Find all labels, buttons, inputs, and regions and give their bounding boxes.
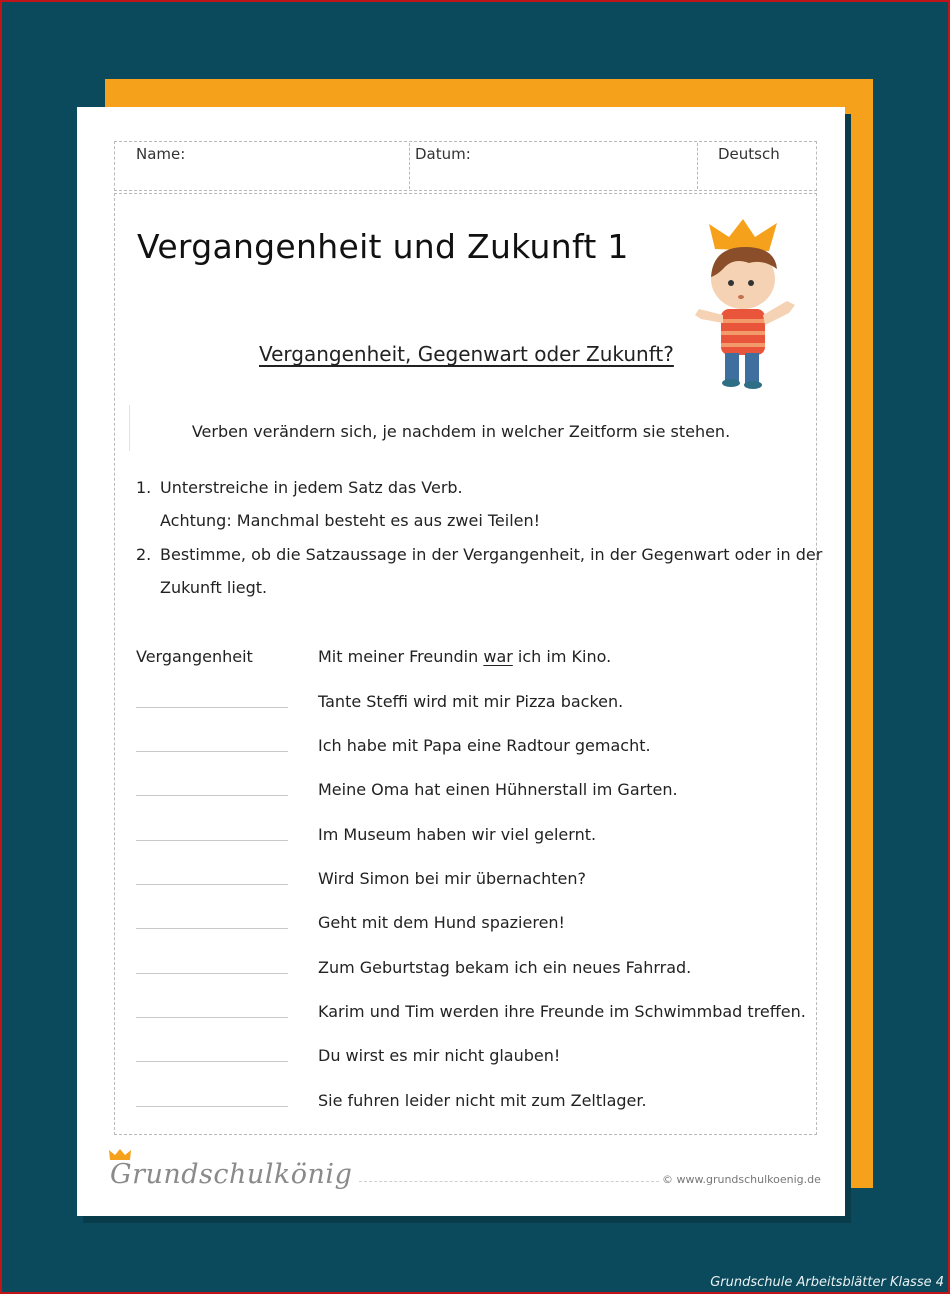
intro-text: Verben verändern sich, je nachdem in welcher Zeitform sie stehen. xyxy=(191,422,731,441)
exercise-sentence: Geht mit dem Hund spazieren! xyxy=(318,913,565,932)
example-sentence-start: Mit meiner Freundin xyxy=(318,647,484,666)
exercise-sentence: Du wirst es mir nicht glauben! xyxy=(318,1046,561,1065)
image-caption: Grundschule Arbeitsblätter Klasse 4 xyxy=(710,1275,944,1290)
exercise-sentence: Sie fuhren leider nicht mit zum Zeltlager. xyxy=(318,1091,647,1110)
crown-icon xyxy=(709,219,777,251)
answer-line[interactable] xyxy=(136,840,288,841)
exercise-sentence: Meine Oma hat einen Hühnerstall im Garten. xyxy=(318,780,678,799)
answer-line[interactable] xyxy=(136,973,288,974)
exercise-sentence: Wird Simon bei mir übernachten? xyxy=(318,869,586,888)
header-divider xyxy=(697,143,698,189)
brand-logo: Grundschulkönig xyxy=(110,1159,353,1190)
answer-line[interactable] xyxy=(136,884,288,885)
header-divider xyxy=(409,143,410,189)
exercise-sentence: Karim und Tim werden ihre Freunde im Schwimmbad treffen. xyxy=(318,1002,806,1021)
boy-with-crown-illustration xyxy=(693,219,803,394)
name-label: Name: xyxy=(136,145,186,163)
exercise-sentence: Tante Steffi wird mit mir Pizza backen. xyxy=(318,692,624,711)
answer-line[interactable] xyxy=(136,751,288,752)
copyright-text: © www.grundschulkoenig.de xyxy=(662,1173,821,1186)
page-title: Vergangenheit und Zukunft 1 xyxy=(137,227,629,266)
answer-line[interactable] xyxy=(136,1106,288,1107)
exercise-sentence: Ich habe mit Papa eine Radtour gemacht. xyxy=(318,736,651,755)
worksheet xyxy=(77,107,845,1216)
footer-divider xyxy=(359,1181,659,1182)
answer-line[interactable] xyxy=(136,928,288,929)
task-2-text-cont: Zukunft liegt. xyxy=(160,578,268,597)
date-label: Datum: xyxy=(415,145,471,163)
subject-label: Deutsch xyxy=(718,145,780,163)
example-sentence-end: ich im Kino. xyxy=(512,647,612,666)
task-1-text: Unterstreiche in jedem Satz das Verb. xyxy=(160,478,463,497)
example-verb: war xyxy=(483,647,513,666)
answer-line[interactable] xyxy=(136,795,288,796)
subtitle: Vergangenheit, Gegenwart oder Zukunft? xyxy=(259,342,674,366)
example-sentence xyxy=(318,647,611,666)
answer-line[interactable] xyxy=(136,1061,288,1062)
exercise-sentence: Im Museum haben wir viel gelernt. xyxy=(318,825,597,844)
exercise-sentence: Zum Geburtstag bekam ich ein neues Fahrrad. xyxy=(318,958,692,977)
example-answer: Vergangenheit xyxy=(136,647,253,666)
answer-line[interactable] xyxy=(136,707,288,708)
task-1-number: 1. xyxy=(136,478,152,497)
answer-line[interactable] xyxy=(136,1017,288,1018)
task-1-note: Achtung: Manchmal besteht es aus zwei Teilen! xyxy=(160,511,541,530)
task-2-text: Bestimme, ob die Satzaussage in der Vergangenheit, in der Gegenwart oder in der xyxy=(160,545,823,564)
task-2-number: 2. xyxy=(136,545,152,564)
